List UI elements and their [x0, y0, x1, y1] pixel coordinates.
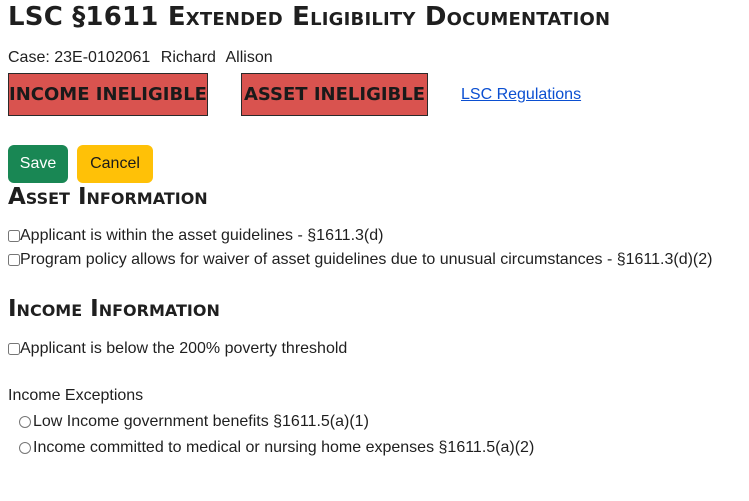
poverty-threshold-checkbox[interactable] [8, 343, 20, 355]
page-title: LSC §1611 Extended Eligibility Documentation [8, 2, 611, 32]
asset-guidelines-checkbox[interactable] [8, 230, 20, 242]
asset-waiver-option[interactable] [8, 251, 712, 269]
income-exceptions-label: Income Exceptions [8, 387, 144, 404]
poverty-threshold-label: Applicant is below the 200% poverty threshold [20, 340, 348, 357]
asset-waiver-label: Program policy allows for waiver of asset guidelines due to unusual circumstances - §1611.3(d)(2) [20, 251, 713, 268]
lsc-regulations-link[interactable]: LSC Regulations [461, 86, 582, 103]
medical-expenses-label: Income committed to medical or nursing home expenses §1611.5(a)(2) [33, 439, 535, 456]
income-information-heading: Income Information [8, 296, 220, 322]
government-benefits-label: Low Income government benefits §1611.5(a)(1) [33, 413, 369, 430]
government-benefits-radio[interactable] [19, 416, 31, 428]
medical-expenses-option[interactable] [19, 439, 534, 457]
income-ineligible-badge: INCOME INELIGIBLE [8, 73, 208, 116]
asset-guidelines-option[interactable] [8, 227, 383, 245]
save-button[interactable]: Save [8, 145, 68, 183]
cancel-button[interactable]: Cancel [77, 145, 153, 183]
asset-waiver-checkbox[interactable] [8, 254, 20, 266]
client-last-name: Allison [225, 49, 273, 66]
medical-expenses-radio[interactable] [19, 442, 31, 454]
asset-guidelines-label: Applicant is within the asset guidelines - §1611.3(d) [20, 227, 384, 244]
asset-information-heading: Asset Information [8, 184, 208, 210]
case-info [8, 49, 279, 67]
asset-ineligible-badge: ASSET INELIGIBLE [241, 73, 428, 116]
government-benefits-option[interactable] [19, 413, 369, 431]
client-first-name: Richard [160, 49, 216, 66]
poverty-threshold-option[interactable] [8, 340, 347, 358]
case-number: Case: 23E-0102061 [8, 49, 151, 66]
